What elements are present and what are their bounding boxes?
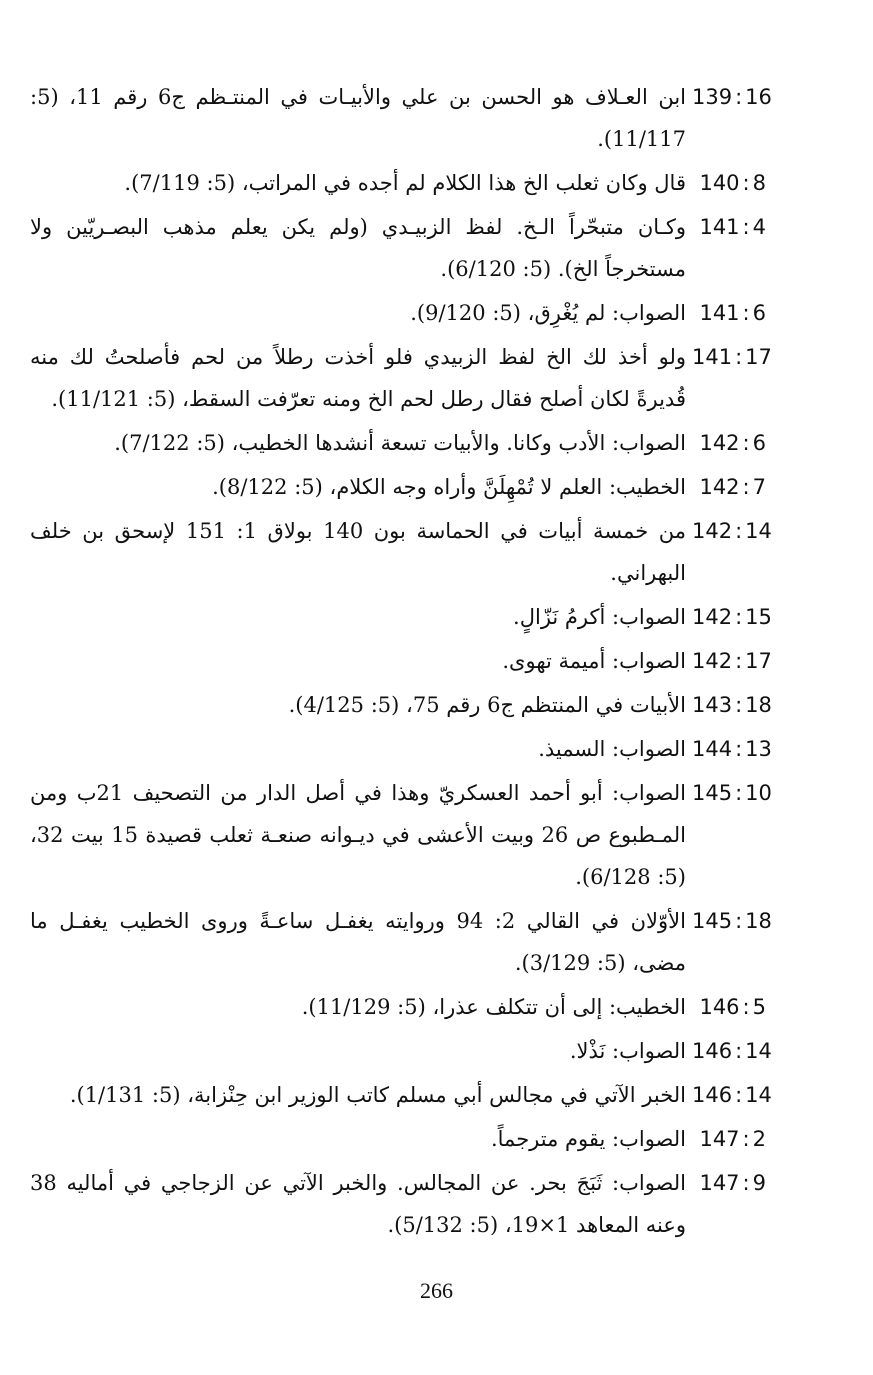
entry-page-number: 145 [692,909,733,933]
correction-entry [30,510,772,594]
entry-reference [692,510,772,552]
entry-separator: : [735,909,743,933]
entry-text: الصواب: الأدب وكانا. والأبيات تسعة أنشدها الخطيب، (5: 7/122). [114,431,686,455]
entry-reference [692,1118,766,1160]
entry-separator: : [735,345,743,369]
entry-page-number: 145 [692,781,733,805]
entry-text: الصواب: السميذ. [538,737,686,761]
entry-reference [692,728,772,770]
entry-reference [692,76,772,118]
correction-entry [30,336,772,420]
entry-line-number: 4 [752,215,766,239]
entry-page-number: 142 [692,649,733,673]
entry-page-number: 142 [692,519,733,543]
entry-text: الخبر الآتي في مجالس أبي مسلم كاتب الوزير ابن حِنْزابة، (5: 1/131). [69,1083,686,1107]
entry-reference [692,1030,772,1072]
entry-line-number: 17 [745,649,772,673]
correction-entry [30,596,772,638]
entry-text: الصواب: ثَبَجَ بحر. عن المجالس. والخبر الآتي عن الزجاجي في أماليه 38 وعنه المعاهد 1×19، (5: 5/132). [30,1171,686,1237]
entry-text: الصواب: لم يُغْرِق، (5: 9/120). [410,301,686,325]
entry-line-number: 2 [752,1127,766,1151]
entry-line-number: 8 [752,171,766,195]
entry-reference [692,162,766,204]
entry-text: الصواب: يقوم مترجماً. [490,1127,686,1151]
entry-text: الأوّلان في القالي 2: 94 وروايته يغفـل ساعـةً وروى الخطيب يغفـل ما مضى، (5: 3/129). [30,909,686,975]
entry-separator: : [742,215,750,239]
entry-page-number: 141 [699,301,740,325]
entry-line-number: 6 [752,431,766,455]
correction-entry [30,728,772,770]
entry-page-number: 139 [692,85,733,109]
entry-line-number: 16 [745,85,772,109]
entry-line-number: 18 [745,693,772,717]
correction-entry [30,684,772,726]
entry-separator: : [742,431,750,455]
entry-line-number: 14 [745,1083,772,1107]
correction-entry [30,76,772,160]
entry-separator: : [735,1083,743,1107]
entry-reference [692,336,772,378]
entry-reference [692,684,772,726]
correction-entry [30,206,766,290]
correction-entry [30,1030,772,1072]
entry-separator: : [735,737,743,761]
entry-reference [692,900,772,942]
entry-separator: : [735,693,743,717]
page-number: 266 [420,1278,453,1303]
entry-page-number: 140 [699,171,740,195]
entry-reference [692,640,772,682]
entry-reference [692,596,772,638]
correction-entry [30,422,766,464]
entry-page-number: 143 [692,693,733,717]
entry-text: الصواب: أبو أحمد العسكريّ وهذا في أصل الدار من التصحيف 21ب ومن المـطبوع ص 26 وبيت الأعشى في ديـوانه صنعـة ثعلب قصيدة 15 بيت 32، (5: 6/128). [30,781,686,889]
entry-text: الصواب: أكرمُ نَزّالٍ. [513,605,686,629]
entry-separator: : [742,1127,750,1151]
entry-page-number: 142 [692,605,733,629]
entry-separator: : [735,85,743,109]
entry-text: الأبيات في المنتظم ج6 رقم 75، (5: 4/125). [288,693,686,717]
entry-line-number: 9 [752,1171,766,1195]
entry-page-number: 146 [692,1083,733,1107]
entry-text: قال وكان ثعلب الخ هذا الكلام لم أجده في المراتب، (5: 7/119). [124,171,686,195]
entry-text: ابن العـلاف هو الحسن بن علي والأبيـات في المنتـظم ج6 رقم 11، (5: 11/117). [30,85,686,151]
entry-page-number: 147 [699,1127,740,1151]
entry-line-number: 17 [745,345,772,369]
entry-line-number: 14 [745,519,772,543]
entry-reference [692,292,766,334]
entry-separator: : [735,649,743,673]
entry-page-number: 141 [692,345,733,369]
entry-separator: : [735,1039,743,1063]
entry-separator: : [735,519,743,543]
entry-line-number: 13 [745,737,772,761]
correction-entry [30,772,772,898]
entry-separator: : [742,301,750,325]
entry-text: من خمسة أبيات في الحماسة بون 140 بولاق 1: 151 لإسحق بن خلف البهراني. [30,519,686,585]
correction-entry [30,986,766,1028]
entry-page-number: 146 [699,995,740,1019]
entry-reference [692,986,766,1028]
entry-line-number: 10 [745,781,772,805]
entry-line-number: 15 [745,605,772,629]
correction-entry [30,1118,766,1160]
entry-text: الخطيب: العلم لا تُمْهِلَنَّ وأراه وجه الكلام، (5: 8/122). [212,475,686,499]
entry-text: ولو أخذ لك الخ لفظ الزبيدي فلو أخذت رطلاً من لحم فأصلحتُ لك منه قُديرةً لكان أصلح فقال رطل لحم الخ ومنه تعرّفت السقط، (5: 11/121). [30,345,686,411]
entry-page-number: 146 [692,1039,733,1063]
entry-page-number: 141 [699,215,740,239]
entry-reference [692,206,766,248]
entry-separator: : [742,1171,750,1195]
correction-entry [30,1074,772,1116]
correction-entry [30,292,766,334]
entry-reference [692,466,766,508]
entry-separator: : [742,995,750,1019]
correction-entry [30,162,766,204]
entry-line-number: 7 [752,475,766,499]
entry-page-number: 142 [699,431,740,455]
entry-line-number: 6 [752,301,766,325]
correction-entry [30,1162,766,1246]
entry-page-number: 147 [699,1171,740,1195]
correction-entry [30,466,766,508]
entry-separator: : [742,171,750,195]
entry-reference [692,1074,772,1116]
entry-reference [692,772,772,814]
entry-page-number: 144 [692,737,733,761]
correction-entry [30,640,772,682]
entry-reference [692,422,766,464]
entry-text: الصواب: نَذْلا. [569,1039,686,1063]
entry-text: الخطيب: إلى أن تتكلف عذرا، (5: 11/129). [301,995,686,1019]
correction-entry [30,900,772,984]
entry-line-number: 18 [745,909,772,933]
entry-separator: : [742,475,750,499]
page-body [30,76,772,1248]
entry-page-number: 142 [699,475,740,499]
entry-separator: : [735,781,743,805]
entry-text: الصواب: أميمة تهوى. [502,649,686,673]
entry-line-number: 5 [752,995,766,1019]
entry-reference [692,1162,766,1204]
entry-text: وكـان متبحّراً الـخ. لفظ الزبيـدي (ولم يكن يعلم مذهب البصـريّين ولا مستخرجاً الخ). (5: 6/120). [30,215,686,281]
entry-line-number: 14 [745,1039,772,1063]
entry-separator: : [735,605,743,629]
